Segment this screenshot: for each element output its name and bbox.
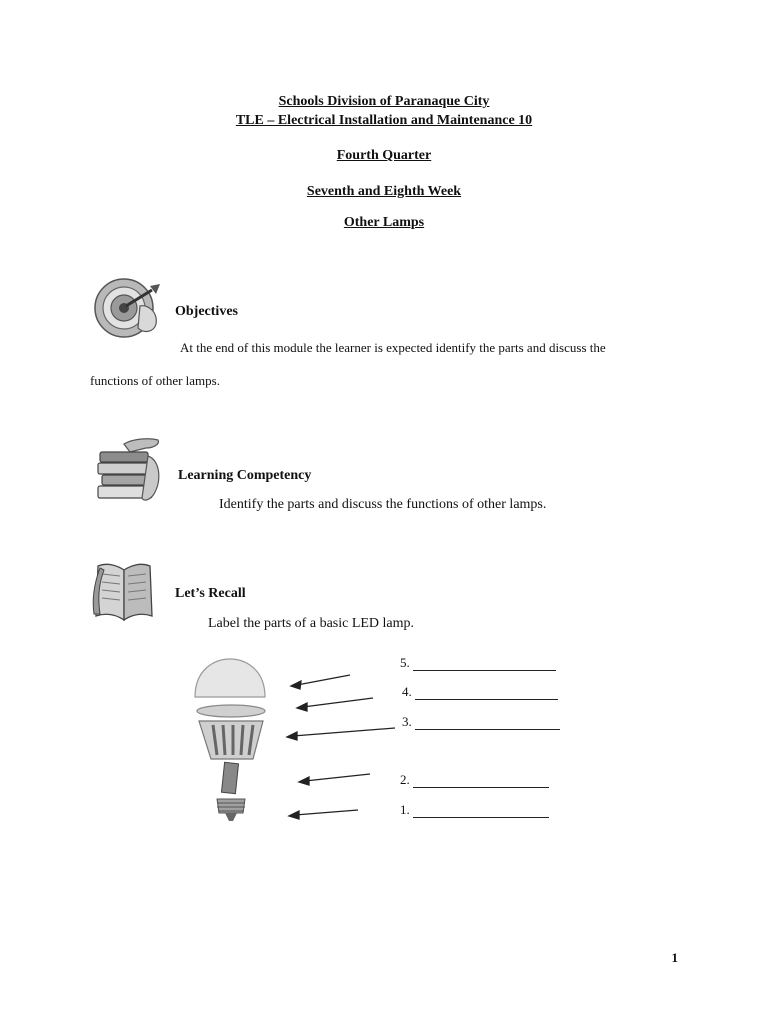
objectives-text-line1: At the end of this module the learner is expected identify the parts and discuss the [180, 340, 606, 355]
competency-text: Identify the parts and discuss the functions of other lamps. [219, 497, 547, 512]
page-number: 1 [671, 950, 678, 965]
label-blank-5[interactable]: 5. [400, 655, 556, 671]
led-lamp-diagram [185, 655, 405, 835]
open-book-icon [90, 560, 158, 629]
quarter-title: Fourth Quarter [336, 148, 432, 163]
objectives-text-line2: functions of other lamps. [90, 373, 220, 388]
target-dart-icon [92, 276, 168, 345]
competency-title: Learning Competency [178, 468, 312, 483]
label-blank-4[interactable]: 4. [402, 684, 558, 700]
books-hand-icon [94, 436, 166, 513]
label-blank-1[interactable]: 1. [400, 802, 549, 818]
week-title: Seventh and Eighth Week [306, 184, 462, 199]
recall-title: Let’s Recall [175, 586, 246, 601]
label-blank-3[interactable]: 3. [402, 714, 560, 730]
subject-title: TLE – Electrical Installation and Maintenance 10 [235, 113, 533, 128]
recall-instruction: Label the parts of a basic LED lamp. [208, 616, 415, 631]
objectives-title: Objectives [175, 304, 238, 319]
division-title: Schools Division of Paranaque City [278, 94, 490, 109]
label-blank-2[interactable]: 2. [400, 772, 549, 788]
topic-title: Other Lamps [343, 215, 425, 230]
